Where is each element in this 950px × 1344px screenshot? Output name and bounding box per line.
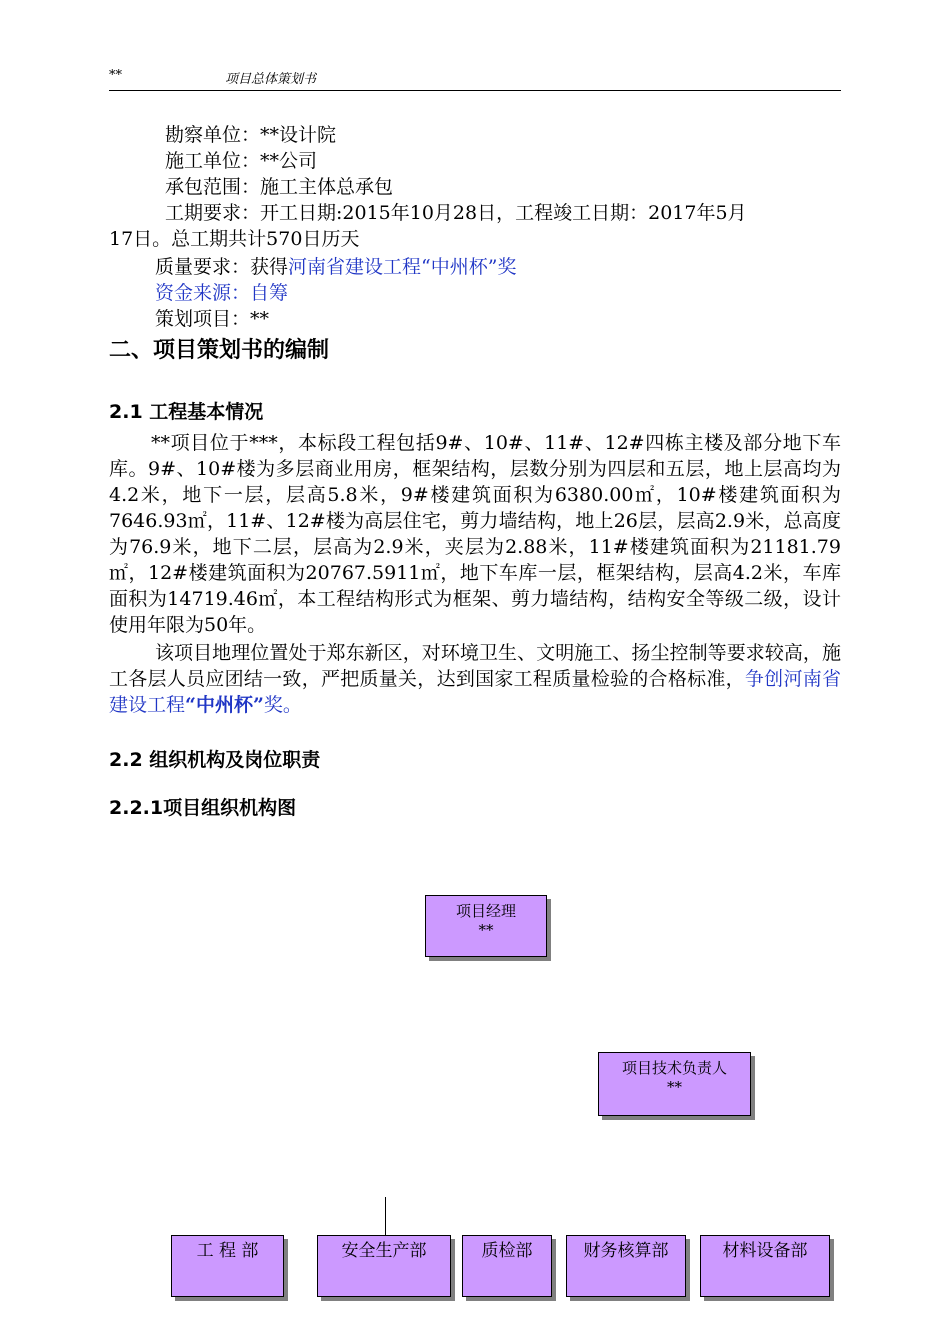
info-construction: 施工单位：**公司 [165, 150, 318, 172]
quality-award: 河南省建设工程“中州杯”奖 [288, 256, 517, 278]
p2-text: 该项目地理位置处于郑东新区，对环境卫生、文明施工、扬尘控制等要求较高，施工各层人员应团结一致，严把质量关，达到国家工程质量检验的合格标准， [109, 642, 841, 690]
tech-title: 项目技术负责人 [621, 1059, 727, 1077]
s22-title: 2.2 组织机构及岗位职责 [109, 749, 321, 771]
org-box-dept-quality: 质检部 [462, 1235, 552, 1297]
org-box-dept-engineering: 工 程 部 [171, 1235, 284, 1297]
tech-name: ** [667, 1078, 682, 1096]
page-header [109, 66, 841, 91]
org-box-tech [598, 1052, 751, 1116]
org-box-dept-finance: 财务核算部 [566, 1235, 686, 1297]
org-box-manager [425, 895, 547, 957]
manager-name: ** [478, 921, 494, 939]
header-stars: ** [109, 68, 122, 83]
quality-label: 质量要求：获得 [155, 256, 289, 278]
info-period-1: 工期要求：开工日期:2015年10月28日，工程竣工日期：2017年5月 [165, 202, 747, 224]
s21-paragraph-1: **项目位于***，本标段工程包括9#、10#、11#、12#四栋主楼及部分地下车库。9#、10#楼为多层商业用房，框架结构，层数分别为四层和五层，地上层高均为4.2米，地下一层，层高5.8米，9#楼建筑面积为6380.00㎡，10#楼建筑面积为7646.93㎡，11#、12#楼为高层住宅，剪力墙结构，地上26层，层高2.9米，总高度为76.9米，地下二层，层高为2.9米，夹层为2.88米，11#楼建筑面积为21181.79㎡，12#楼建筑面积为20767.5911㎡，地下车库一层，框架结构，层高4.2米，车库面积为14719.46㎡，本工程结构形式为框架、剪力墙结构，结构安全等级二级，设计使用年限为50年。 [109, 432, 841, 636]
manager-title: 项目经理 [455, 902, 516, 920]
info-survey: 勘察单位：**设计院 [165, 124, 337, 146]
org-box-dept-safety: 安全生产部 [317, 1235, 451, 1297]
org-box-dept-materials: 材料设备部 [700, 1235, 830, 1297]
s21-title: 2.1 工程基本情况 [109, 401, 264, 423]
s21-paragraph-2 [109, 640, 841, 718]
info-quality [155, 254, 516, 280]
info-funding: 资金来源：自筹 [155, 282, 289, 304]
p2-blue-a: 争创河南省建设工程 [109, 668, 841, 716]
info-period-2: 17日。总工期共计570日历天 [109, 228, 360, 250]
org-connector-line [385, 1197, 386, 1235]
info-scope: 承包范围：施工主体总承包 [165, 176, 394, 198]
p2-blue-b: 奖。 [263, 694, 302, 716]
info-project: 策划项目：** [155, 308, 270, 330]
section2-title: 二、项目策划书的编制 [109, 338, 330, 363]
header-title: 项目总体策划书 [225, 72, 317, 87]
s221-title: 2.2.1项目组织机构图 [109, 797, 297, 819]
p2-blue-bold: “中州杯” [185, 694, 264, 716]
